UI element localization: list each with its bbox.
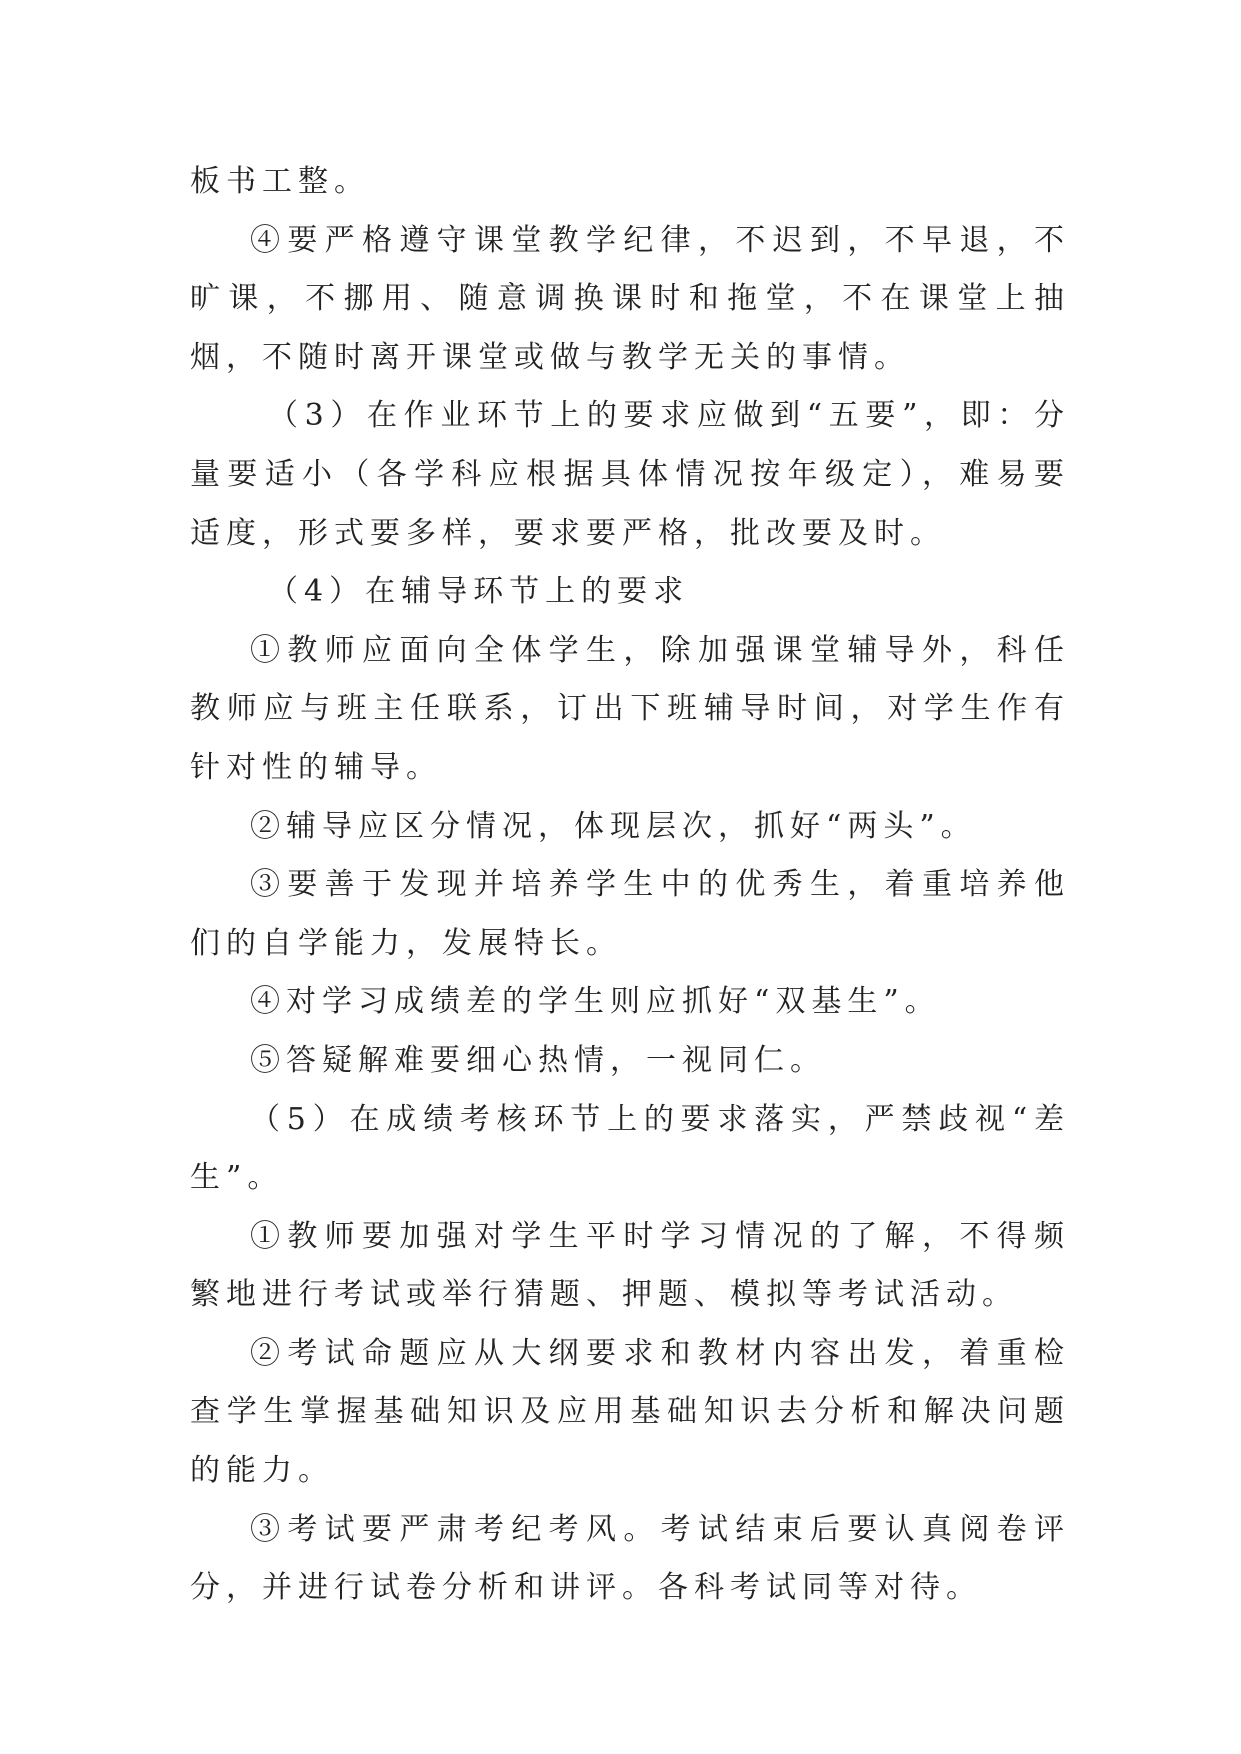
paragraph-tutoring-item-5: ⑤答疑解难要细心热情，一视同仁。: [250, 1042, 826, 1078]
document-body: [190, 153, 1070, 1618]
paragraph-blackboard-writing: 板书工整。: [190, 164, 370, 199]
paragraph-tutoring-item-2: ②辅导应区分情况，体现层次，抓好“两头”。: [250, 808, 977, 844]
paragraph-classroom-discipline: ④要严格遵守课堂教学纪律，不迟到，不早退，不旷课，不挪用、随意调换课时和拖堂，不在课堂上抽烟，不随时离开课堂或做与教学无关的事情。: [190, 222, 1070, 375]
paragraph-tutoring-item-4: ④对学习成绩差的学生则应抓好“双基生”。: [250, 984, 941, 1020]
paragraph-tutoring-heading: （4）在辅导环节上的要求: [268, 574, 690, 610]
paragraph-assessment-item-2: ②考试命题应从大纲要求和教材内容出发，着重检查学生掌握基础知识及应用基础知识去分析和解决问题的能力。: [190, 1335, 1070, 1489]
paragraph-tutoring-item-1: ①教师应面向全体学生，除加强课堂辅导外，科任教师应与班主任联系，订出下班辅导时间，对学生作有针对性的辅导。: [190, 632, 1070, 785]
paragraph-homework-requirements: （3）在作业环节上的要求应做到“五要”，即：分量要适小（各学科应根据具体情况按年级定），难易要适度，形式要多样，要求要严格，批改要及时。: [190, 398, 1070, 551]
paragraph-assessment-item-3: ③考试要严肃考纪考风。考试结束后要认真阅卷评分，并进行试卷分析和讲评。各科考试同等对待。: [190, 1511, 1070, 1606]
paragraph-assessment-item-1: ①教师要加强对学生平时学习情况的了解，不得频繁地进行考试或举行猜题、押题、模拟等考试活动。: [190, 1218, 1070, 1313]
paragraph-assessment-heading: （5）在成绩考核环节上的要求落实，严禁歧视“差生”。: [190, 1101, 1070, 1196]
paragraph-tutoring-item-3: ③要善于发现并培养学生中的优秀生，着重培养他们的自学能力，发展特长。: [190, 867, 1070, 961]
